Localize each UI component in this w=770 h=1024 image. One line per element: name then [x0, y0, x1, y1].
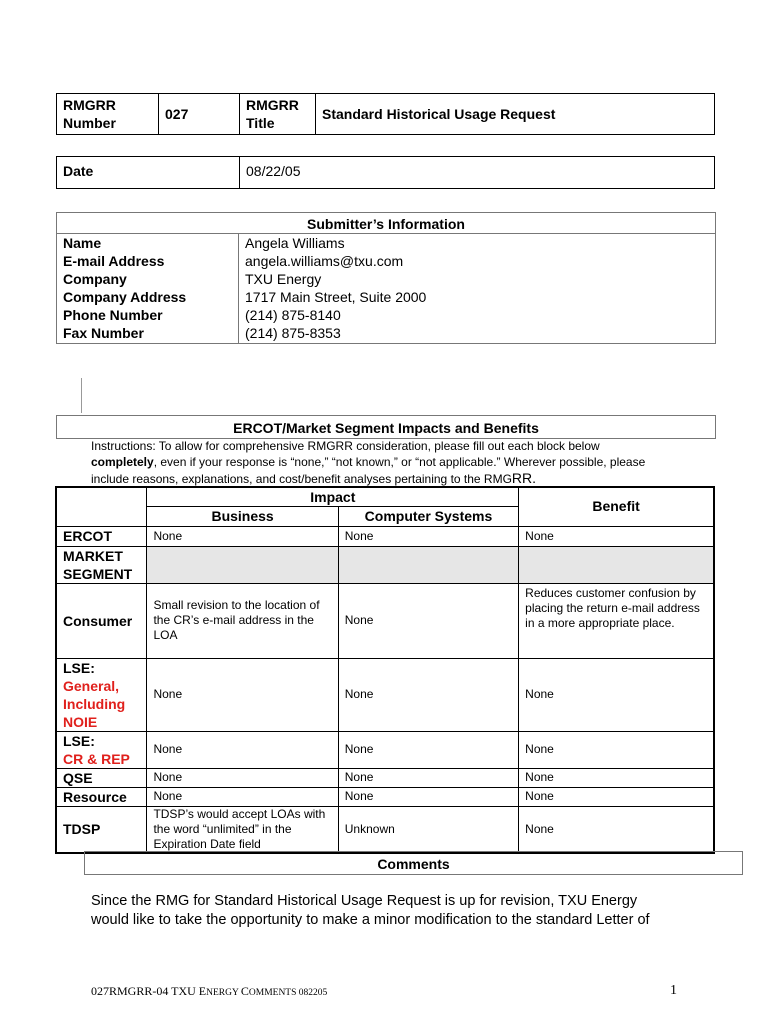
impacts-heading-box	[56, 415, 716, 439]
lse-general-business: None	[147, 658, 338, 731]
phone-value: (214) 875-8140	[245, 307, 341, 323]
rmgrr-header-table	[56, 93, 715, 135]
instructions-line3: include reasons, explanations, and cost/benefit analyses pertaining to the RMGRR.	[91, 470, 537, 486]
lse-cr-business: None	[147, 731, 338, 768]
fax-label: Fax Number	[63, 325, 144, 341]
consumer-benefit: Reduces customer confusion by placing the return e-mail address in a more appropriate place.	[519, 583, 714, 658]
impacts-heading: ERCOT/Market Segment Impacts and Benefits	[233, 420, 539, 436]
instructions-bold: completely	[91, 455, 154, 469]
company-label: Company	[63, 271, 127, 287]
date-table	[56, 156, 715, 189]
market-segment-benefit	[519, 546, 714, 583]
consumer-label: Consumer	[56, 583, 147, 658]
lse-cr-computer: None	[338, 731, 518, 768]
submitter-labels	[63, 234, 186, 342]
resource-benefit: None	[519, 787, 714, 806]
tdsp-business: TDSP’s would accept LOAs with the word “unlimited” in the Expiration Date field	[147, 806, 338, 853]
table-row	[56, 583, 714, 658]
instructions-line1: Instructions: To allow for comprehensive RMGRR consideration, please fill out each block below	[91, 439, 600, 453]
market-segment-label: MARKET SEGMENT	[56, 546, 147, 583]
tdsp-computer: Unknown	[338, 806, 518, 853]
email-value: angela.williams@txu.com	[245, 253, 404, 269]
ercot-computer: None	[338, 526, 518, 546]
comments-line2: would like to take the opportunity to make a minor modification to the standard Letter of	[91, 912, 650, 928]
impacts-table	[55, 486, 715, 854]
corner-cell	[56, 487, 147, 526]
rmgrr-number: 027	[159, 94, 240, 135]
submitter-values	[245, 234, 426, 342]
table-row	[56, 658, 714, 731]
impact-header: Impact	[147, 487, 519, 506]
page-number: 1	[670, 983, 677, 998]
fax-value: (214) 875-8353	[245, 325, 341, 341]
resource-business: None	[147, 787, 338, 806]
rmgrr-number-label: RMGRR Number	[57, 94, 159, 135]
ercot-business: None	[147, 526, 338, 546]
company-address-label: Company Address	[63, 289, 187, 305]
date-label: Date	[57, 157, 240, 189]
instructions	[91, 438, 711, 487]
rmgrr-title: Standard Historical Usage Request	[316, 94, 715, 135]
qse-label: QSE	[56, 768, 147, 787]
comments-heading-box	[84, 851, 743, 875]
ercot-benefit: None	[519, 526, 714, 546]
comments-heading: Comments	[377, 856, 450, 872]
submitter-info-box	[56, 212, 716, 344]
qse-business: None	[147, 768, 338, 787]
phone-label: Phone Number	[63, 307, 163, 323]
consumer-computer: None	[338, 583, 518, 658]
table-row	[56, 731, 714, 768]
qse-computer: None	[338, 768, 518, 787]
market-segment-business	[147, 546, 338, 583]
market-segment-computer	[338, 546, 518, 583]
lse-general-label: LSE: General, Including NOIE	[56, 658, 147, 731]
lse-cr-label: LSE: CR & REP	[56, 731, 147, 768]
resource-label: Resource	[56, 787, 147, 806]
ercot-label: ERCOT	[56, 526, 147, 546]
rmgrr-title-label: RMGRR Title	[240, 94, 316, 135]
name-label: Name	[63, 235, 102, 251]
name-value: Angela Williams	[245, 235, 345, 251]
benefit-header: Benefit	[519, 487, 714, 526]
instructions-line2: completely, even if your response is “none,” “not known,” or “not applicable.” Wherever possible, please	[91, 455, 646, 469]
lse-general-computer: None	[338, 658, 518, 731]
submitter-heading: Submitter’s Information	[307, 216, 465, 232]
tdsp-label: TDSP	[56, 806, 147, 853]
consumer-business: Small revision to the location of the CR’s e-mail address in the LOA	[147, 583, 338, 658]
table-row	[56, 768, 714, 787]
company-value: TXU Energy	[245, 271, 322, 287]
email-label: E-mail Address	[63, 253, 165, 269]
computer-systems-header: Computer Systems	[338, 506, 518, 526]
comments-line1: Since the RMG for Standard Historical Usage Request is up for revision, TXU Energy	[91, 893, 638, 909]
table-row	[56, 806, 714, 853]
footer-doc-id: 027RMGRR-04 TXU ENERGY COMMENTS 082205	[91, 984, 328, 998]
submitter-column-divider	[238, 233, 239, 343]
business-header: Business	[147, 506, 338, 526]
date-value: 08/22/05	[240, 157, 715, 189]
tdsp-benefit: None	[519, 806, 714, 853]
table-row	[56, 787, 714, 806]
lse-general-benefit: None	[519, 658, 714, 731]
table-row	[56, 546, 714, 583]
resource-computer: None	[338, 787, 518, 806]
company-address-value: 1717 Main Street, Suite 2000	[245, 289, 427, 305]
table-row	[56, 526, 714, 546]
comments-text	[91, 892, 650, 930]
revision-mark	[81, 378, 82, 413]
lse-cr-benefit: None	[519, 731, 714, 768]
qse-benefit: None	[519, 768, 714, 787]
